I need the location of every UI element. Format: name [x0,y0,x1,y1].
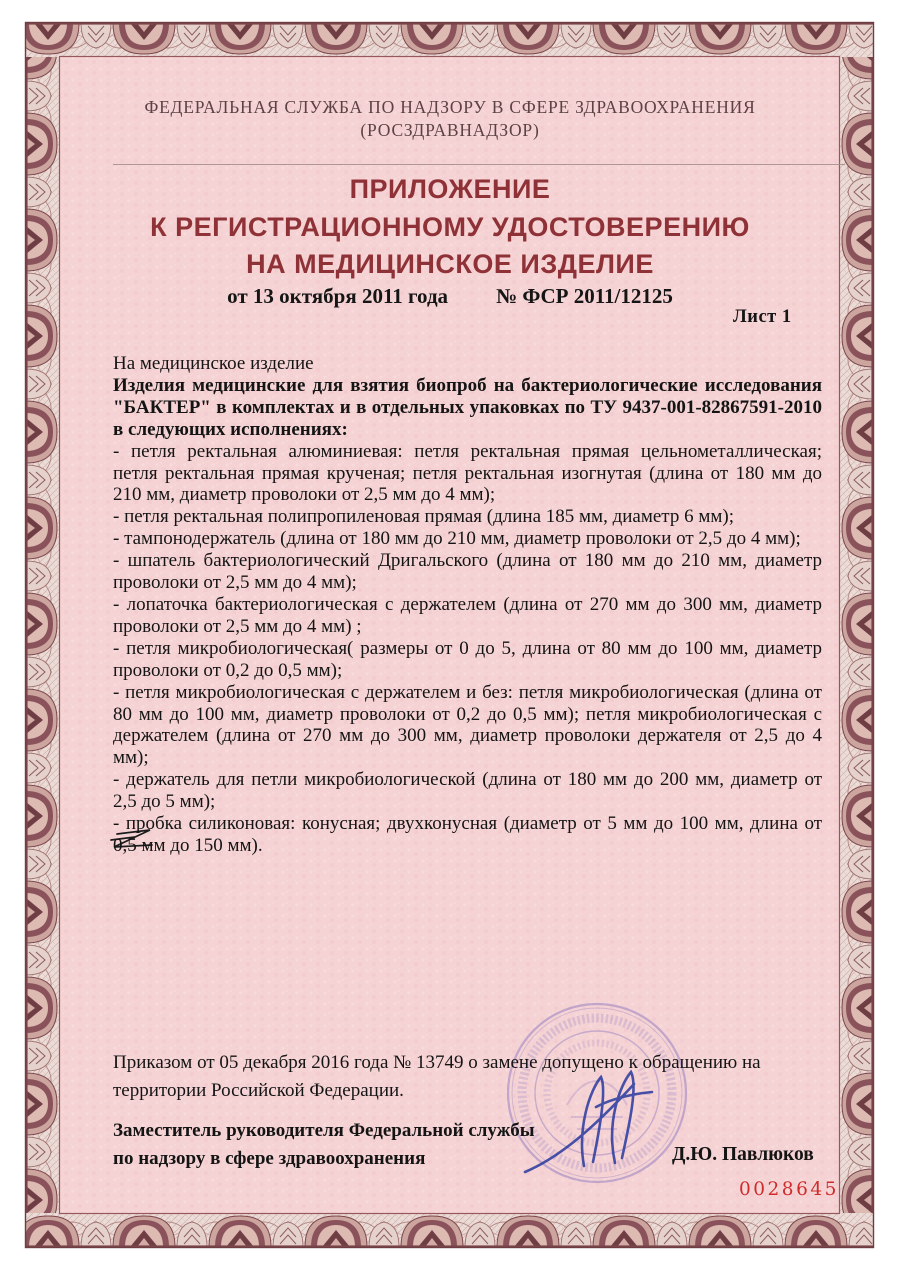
order-note: Приказом от 05 декабря 2016 года № 13749 о замене допущено к обращению на территории Российской Федерации. [113,1052,761,1101]
device-list-item: - шпатель бактериологический Дригальского (длина от 180 мм до 210 мм, диаметр проволоки от 2,5 мм до 4 мм); [113,550,822,594]
agency-header [60,96,840,142]
signer-title-line-1: Заместитель руководителя Федеральной службы [113,1120,535,1141]
device-list-item: - пробка силиконовая: конусная; двухконусная (диаметр от 5 мм до 100 мм, длина от 0,5 мм до 150 мм). [113,813,822,856]
device-list-item: - тампонодержатель (длина от 180 мм до 210 мм, диаметр проволоки от 2,5 до 4 мм); [113,528,801,550]
agency-name: ФЕДЕРАЛЬНАЯ СЛУЖБА ПО НАДЗОРУ В СФЕРЕ ЗДРАВООХРАНЕНИЯ [144,97,756,117]
serial-number: 0028645 [739,1179,839,1200]
title-line-2: К РЕГИСТРАЦИОННОМУ УДОСТОВЕРЕНИЮ [150,211,750,242]
device-list-item: - петля микробиологическая с держателем и без: петля микробиологическая (длина от 80 мм до 100 мм, диаметр проволоки от 0,2 до 0,5 мм); петля микробиологическая с держателем (длина от 270 мм до 300 мм, диаметр проволоки держателя от 2,5 до 4 мм); [113,681,822,769]
date-number-line [60,284,840,309]
title-line-3: НА МЕДИЦИНСКОЕ ИЗДЕЛИЕ [246,249,654,279]
header-divider [113,164,845,165]
product-description: Изделия медицинские для взятия биопроб на бактериологические исследования "БАКТЕР" в комплектах и в отдельных упаковках по ТУ 9437-001-82867591-2010 в следующих исполнениях: [113,374,822,440]
registration-number: № ФСР 2011/12125 [496,284,673,308]
signer-title [113,1117,653,1172]
device-list-item: - петля микробиологическая( размеры от 0 до 5, длина от 80 мм до 100 мм, диаметр проволоки от 0,2 до 0,5 мм); [113,637,822,681]
device-list-item: - лопаточка бактериологическая с держателем (длина от 270 мм до 300 мм, диаметр проволоки от 2,5 мм до 4 мм) ; [113,593,822,637]
document-title [60,171,840,284]
signer-name: Д.Ю. Павлюков [672,1144,814,1165]
signer-title-line-2: по надзору в сфере здравоохранения [113,1147,426,1169]
body-intro: На медицинское изделие [113,353,314,374]
device-list-item: - петля ректальная алюминиевая: петля ректальная прямая цельнометаллическая; петля ректальная прямая крученая; петля ректальная изогнутая (длина от 180 мм до 210 мм, диаметр проволоки от 2,5 мм до 4 мм); [113,440,822,506]
device-list-item: - держатель для петли микробиологической (длина от 180 мм до 200 мм, диаметр от 2,5 до 5 мм); [113,769,822,813]
agency-short-name: (РОСЗДРАВНАДЗОР) [360,120,540,140]
sheet-number: Лист 1 [733,307,792,327]
title-line-1: ПРИЛОЖЕНИЕ [349,174,551,204]
issue-date: от 13 октября 2011 года [227,284,449,308]
body-text [113,353,822,857]
device-list-item: - петля ректальная полипропиленовая прямая (длина 185 мм, диаметр 6 мм); [113,506,734,528]
